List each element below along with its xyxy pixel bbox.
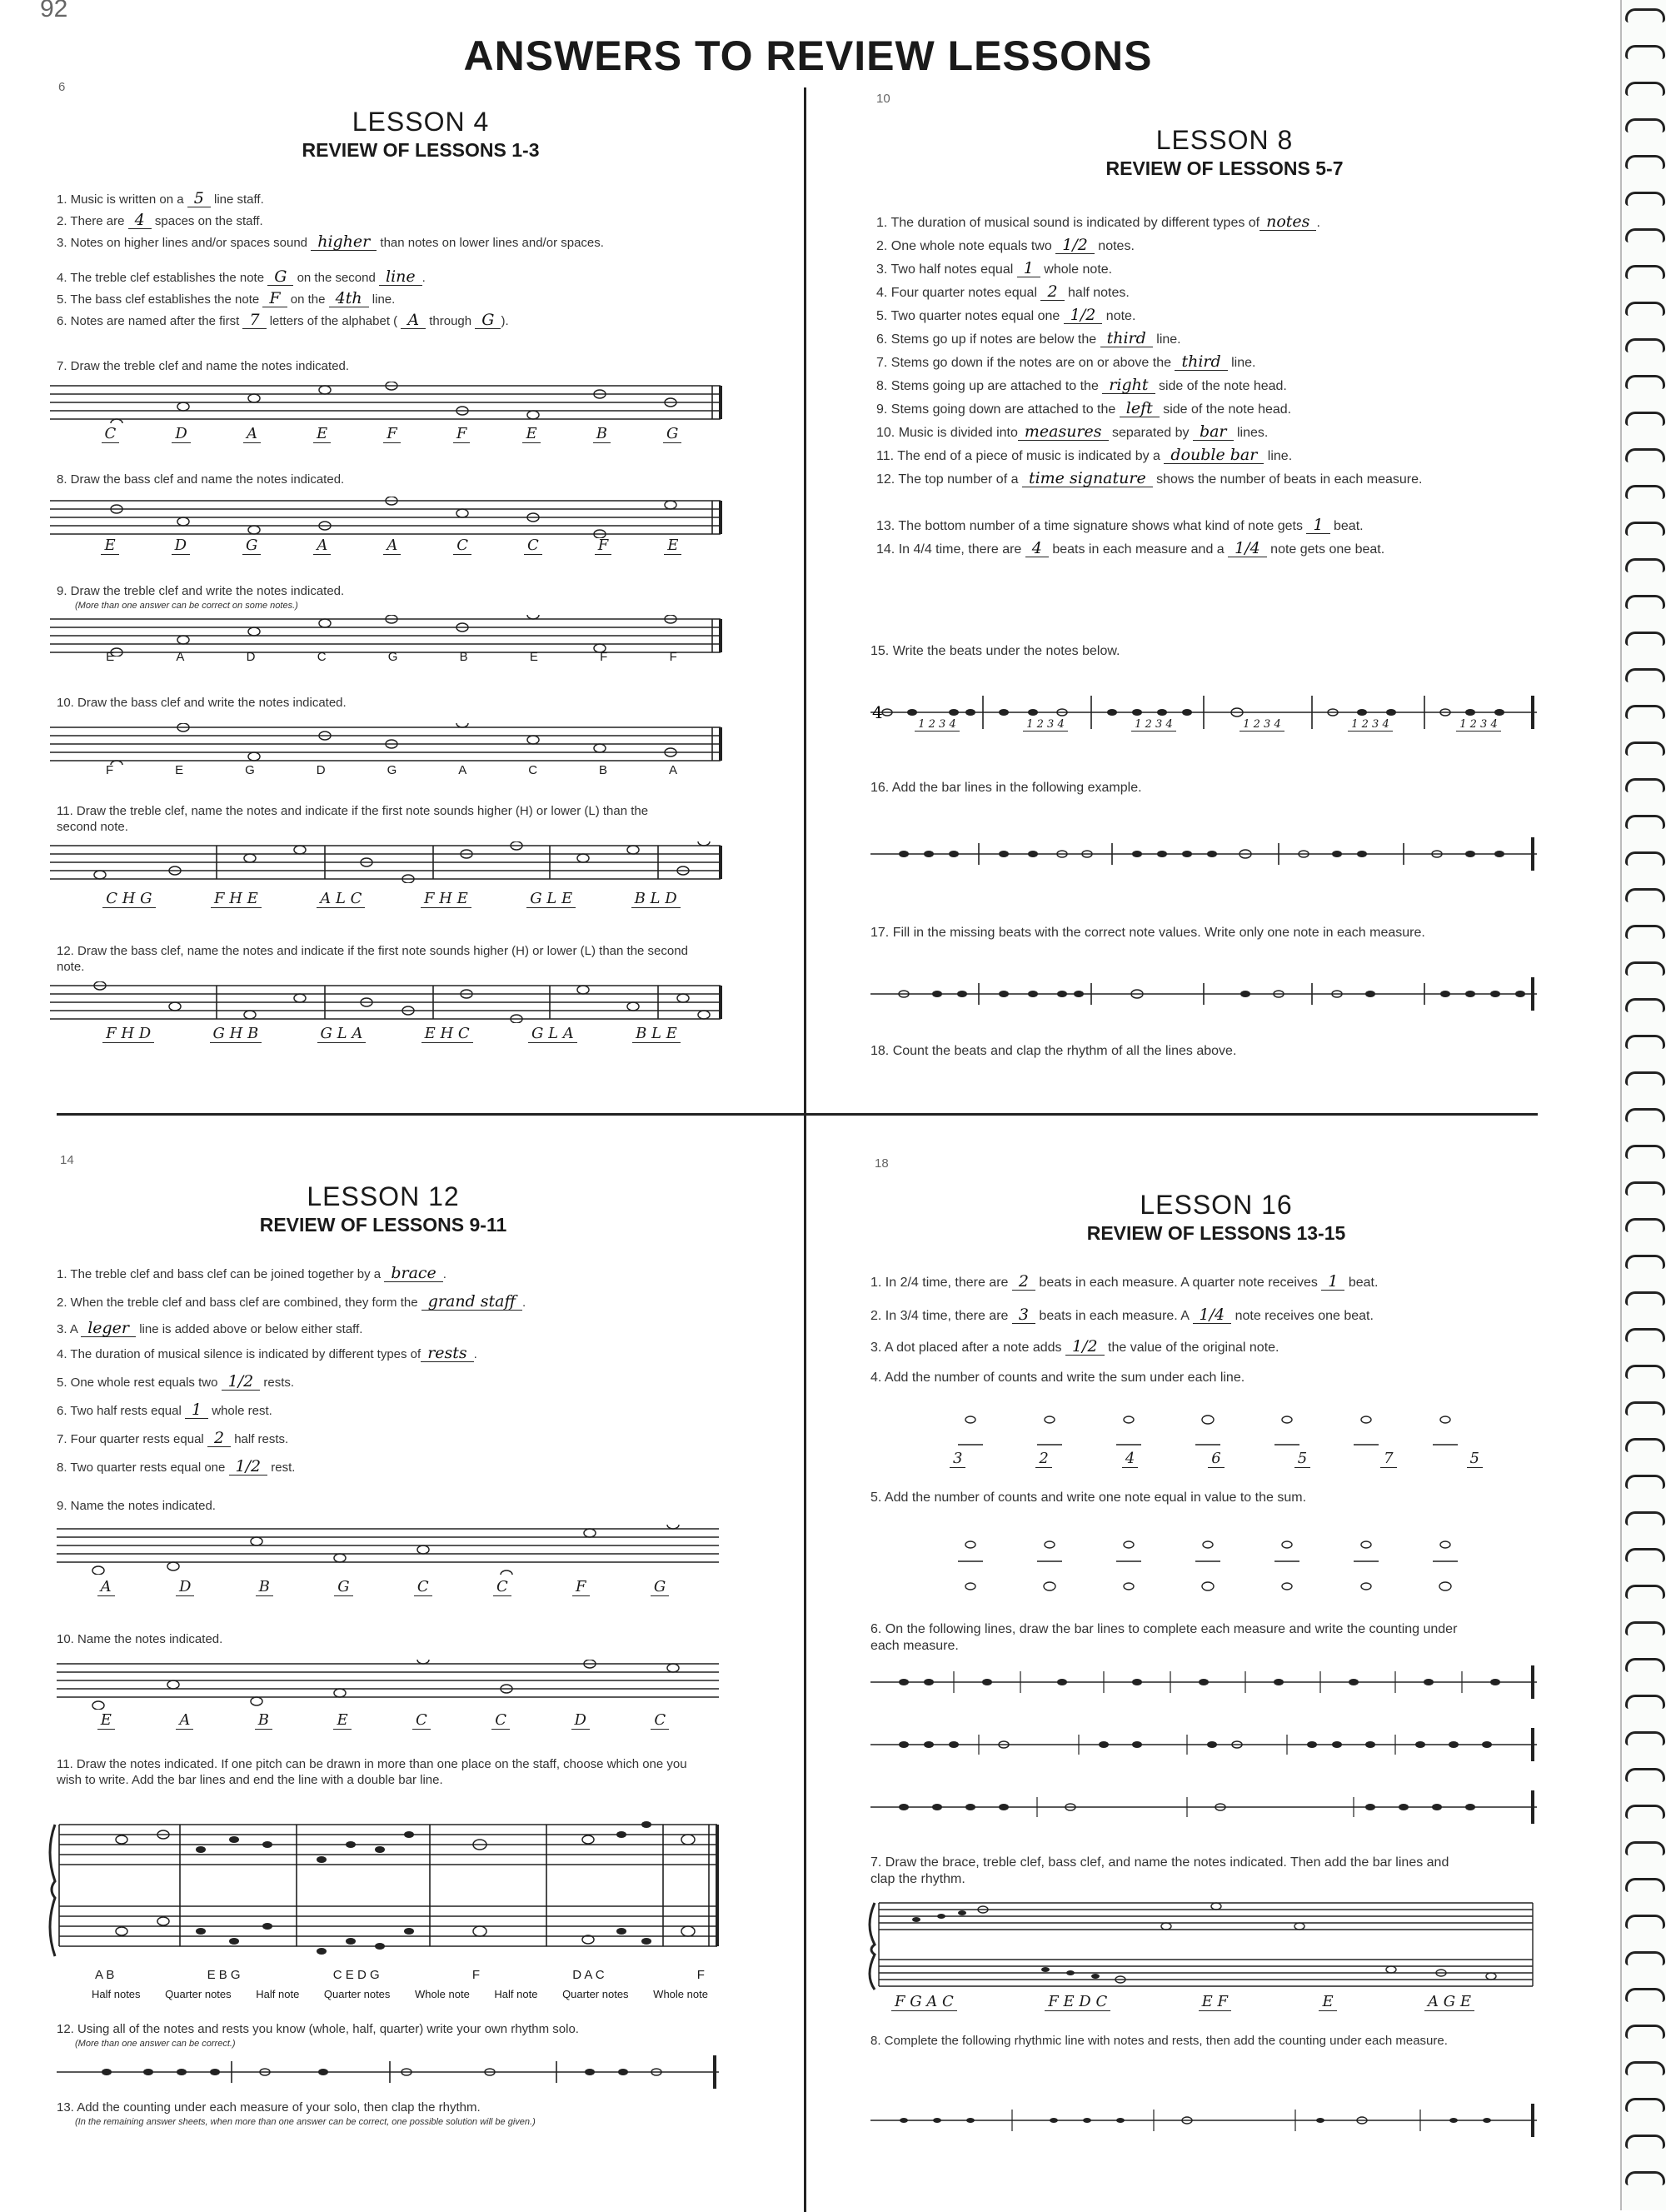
l12-q12-rhythm: [57, 2051, 723, 2093]
lesson4-subtitle: REVIEW OF LESSONS 1-3: [302, 139, 540, 161]
l4-q1: 1. Music is written on a 5 line staff.: [57, 189, 264, 207]
l12-item: 4. The duration of musical silence is indicated by different types of rests .: [57, 1344, 477, 1362]
l8-q16-text: 16. Add the bar lines in the following example.: [870, 781, 1142, 795]
spiral-coil: [1625, 2025, 1665, 2039]
spiral-coil: [1625, 1291, 1665, 1306]
l8-item: 13. The bottom number of a time signature shows what kind of note gets 1 beat.: [876, 516, 1364, 534]
horizontal-divider: [57, 1113, 1538, 1116]
l16-q8-text: 8. Complete the following rhythmic line with notes and rests, then add the counting under each measure.: [870, 2034, 1448, 2048]
l4-q2: 2. There are 4 spaces on the staff.: [57, 211, 263, 229]
spiral-coil: [1625, 815, 1665, 829]
l8-item: 14. In 4/4 time, there are 4 beats in each measure and a 1/4 note gets one beat.: [876, 539, 1385, 557]
spiral-coil: [1625, 1951, 1665, 1965]
spiral-coil: [1625, 228, 1665, 242]
l4-q10-text: 10. Draw the bass clef and write the notes indicated.: [57, 696, 347, 710]
l4-q5: 5. The bass clef establishes the note F on the 4th line.: [57, 289, 396, 307]
l12-item: 7. Four quarter rests equal 2 half rests.: [57, 1429, 289, 1447]
spiral-coil: [1625, 1071, 1665, 1086]
l8-q17-text: 17. Fill in the missing beats with the correct note values. Write only one note in each measure.: [870, 926, 1425, 940]
spiral-coil: [1625, 1988, 1665, 2002]
spiral-coil: [1625, 1548, 1665, 1562]
l4-q11-text: 11. Draw the treble clef, name the notes and indicate if the first note sounds higher (H) or lower (L) than the second note.: [57, 804, 649, 834]
spiral-coil: [1625, 998, 1665, 1012]
l8-item: 6. Stems go up if notes are below the third line.: [876, 329, 1181, 347]
spiral-coil: [1625, 1731, 1665, 1745]
vertical-divider: [804, 87, 806, 2212]
l16-q7-text: 7. Draw the brace, treble clef, bass clef, and name the notes indicated. Then add the bar lines and clap the rhythm.: [870, 1855, 1449, 1886]
l4-q11-staff: [50, 841, 725, 883]
l8-item: 4. Four quarter notes equal 2 half notes.: [876, 282, 1130, 301]
spiral-coil: [1625, 448, 1665, 462]
l12-q11-grand-staff: [47, 1815, 721, 1965]
l12-q9-notes: A D B G C C F G: [67, 1578, 700, 1596]
spiral-coil: [1625, 1035, 1665, 1049]
l8-item: 3. Two half notes equal 1 whole note.: [876, 259, 1113, 277]
l12-item: 8. Two quarter rests equal one 1/2 rest.: [57, 1457, 296, 1475]
spiral-coil: [1625, 741, 1665, 756]
l16-q5-text: 5. Add the number of counts and write one note equal in value to the sum.: [870, 1490, 1307, 1505]
spiral-coil: [1625, 8, 1665, 22]
l16-q4-text: 4. Add the number of counts and write the sum under each line.: [870, 1371, 1245, 1385]
l4-q9-notes: E A D C G B E F F: [106, 650, 677, 664]
spiral-coil: [1625, 1108, 1665, 1122]
lesson16-subtitle: REVIEW OF LESSONS 13-15: [1086, 1222, 1346, 1244]
l4-q8-text: 8. Draw the bass clef and name the notes indicated.: [57, 472, 345, 487]
l16-q7-notes: F G A C F E D C E F E A G E: [891, 1993, 1474, 2011]
lesson12-corner-number: 14: [60, 1153, 74, 1167]
spiral-coil: [1625, 2135, 1665, 2149]
lesson12-subtitle: REVIEW OF LESSONS 9-11: [259, 1214, 507, 1236]
l4-q7-text: 7. Draw the treble clef and name the notes indicated.: [57, 359, 350, 373]
page-number: 92: [40, 0, 68, 22]
spiral-coil: [1625, 595, 1665, 609]
spiral-coil: [1625, 1695, 1665, 1709]
l12-q13-text: 13. Add the counting under each measure of your solo, then clap the rhythm.: [57, 2100, 481, 2115]
l8-item: 9. Stems going down are attached to the left side of the note head.: [876, 399, 1292, 417]
l4-q12-staff: [50, 981, 725, 1023]
l4-q4: 4. The treble clef establishes the note G on the second line .: [57, 267, 426, 286]
lesson4-corner-number: 6: [58, 80, 66, 94]
spiral-coil: [1625, 192, 1665, 206]
l4-q9-text: 9. Draw the treble clef and write the notes indicated.: [57, 584, 345, 598]
spiral-coil: [1625, 1475, 1665, 1489]
l4-q2-answer: 4: [128, 212, 152, 229]
lesson16-header: [825, 1190, 1608, 1245]
spiral-coil: [1625, 851, 1665, 866]
spiral-coil: [1625, 1841, 1665, 1855]
spiral-coil: [1625, 302, 1665, 316]
spiral-coil: [1625, 961, 1665, 976]
spiral-coil: [1625, 1401, 1665, 1416]
spiral-coil: [1625, 265, 1665, 279]
spiral-coil: [1625, 412, 1665, 426]
l16-q6-rhythms: [870, 1661, 1537, 1836]
l8-item: 11. The end of a piece of music is indicated by a double bar line.: [876, 446, 1293, 464]
l12-q12-note: (More than one answer can be correct.): [75, 2039, 236, 2049]
spiral-coil: [1625, 2098, 1665, 2112]
l4-q10-notes: F E G D G A C B A: [105, 763, 677, 777]
l8-q15-rhythm: [870, 692, 1537, 741]
lesson16-corner-number: 18: [875, 1156, 889, 1171]
spiral-coil: [1625, 2061, 1665, 2075]
spiral-coil: [1625, 1585, 1665, 1599]
l12-item: 6. Two half rests equal 1 whole rest.: [57, 1401, 272, 1419]
l8-q15-text: 15. Write the beats under the notes below.: [870, 644, 1120, 658]
l16-q5-art: [958, 1511, 1474, 1603]
spiral-coil: [1625, 118, 1665, 132]
spiral-coil: [1625, 522, 1665, 536]
lesson8-title: LESSON 8: [1155, 125, 1294, 155]
l12-item: 3. A leger line is added above or below either staff.: [57, 1319, 363, 1337]
spiral-coil: [1625, 485, 1665, 499]
spiral-coil: [1625, 2171, 1665, 2185]
l12-q10-text: 10. Name the notes indicated.: [57, 1632, 223, 1646]
lesson12-header: [58, 1181, 708, 1236]
spiral-coil: [1625, 1511, 1665, 1525]
l4-q3-answer: higher: [311, 233, 377, 251]
l16-q2: 2. In 3/4 time, there are 3 beats in each measure. A 1/4 note receives one beat.: [870, 1306, 1374, 1324]
spiral-coil: [1625, 1218, 1665, 1232]
l16-q4-sums: 3 2 4 6 5 7 5: [950, 1450, 1483, 1468]
spiral-coil: [1625, 778, 1665, 792]
l16-q6-text: 6. On the following lines, draw the bar lines to complete each measure and write the counting under each measure.: [870, 1622, 1458, 1653]
l8-item: 2. One whole note equals two 1/2 notes.: [876, 236, 1135, 254]
spiral-coil: [1625, 1768, 1665, 1782]
spiral-coil: [1625, 888, 1665, 902]
lesson8-header: [833, 125, 1616, 180]
l12-q10-notes: E A B E C C D C: [67, 1711, 700, 1730]
l8-q16-rhythm: [870, 833, 1537, 875]
l4-q6: 6. Notes are named after the first 7 letters of the alphabet ( A through G ).: [57, 311, 509, 329]
l4-q10-staff: [50, 723, 725, 765]
l12-item: 1. The treble clef and bass clef can be joined together by a brace .: [57, 1264, 446, 1282]
spiral-coil: [1625, 668, 1665, 682]
spiral-coil: [1625, 1805, 1665, 1819]
lesson4-title: LESSON 4: [352, 107, 490, 137]
spiral-coil: [1625, 155, 1665, 169]
spiral-coil: [1625, 338, 1665, 352]
l12-q12-text: 12. Using all of the notes and rests you know (whole, half, quarter) write your own rhythm solo.: [57, 2022, 579, 2036]
spiral-coil: [1625, 82, 1665, 96]
spiral-coil: [1625, 1878, 1665, 1892]
l12-item: 5. One whole rest equals two 1/2 rests.: [57, 1372, 295, 1391]
lesson12-title: LESSON 12: [307, 1181, 460, 1211]
spiral-coil: [1625, 1181, 1665, 1196]
l12-q13-note: (In the remaining answer sheets, when more than one answer can be correct, one possible solution will be given.): [75, 2117, 536, 2127]
l4-q8-notes: E D G A A C C F E: [75, 537, 708, 555]
l4-q12-answers: F H D G H B G L A E H C G L A B L E: [75, 1025, 708, 1043]
l16-q1: 1. In 2/4 time, there are 2 beats in each measure. A quarter note receives 1 beat.: [870, 1272, 1379, 1291]
l16-q7-grand-staff: [866, 1896, 1541, 1996]
l8-item: 12. The top number of a time signature shows the number of beats in each measure.: [876, 469, 1423, 487]
svg-text:4: 4: [872, 702, 883, 722]
l4-q8-staff: [50, 497, 725, 538]
spiral-coil: [1625, 1658, 1665, 1672]
l16-q8-rhythm: [870, 2100, 1537, 2141]
spiral-coil: [1625, 45, 1665, 59]
l4-q9-note: (More than one answer can be correct on some notes.): [75, 601, 298, 611]
spiral-coil: [1625, 925, 1665, 939]
l12-q11-labels: A B E B G C E D G F D A C F: [95, 1968, 705, 1982]
l16-q3: 3. A dot placed after a note adds 1/2 the value of the original note.: [870, 1337, 1279, 1356]
l8-item: 7. Stems go down if the notes are on or above the third line.: [876, 352, 1256, 371]
lesson16-title: LESSON 16: [1140, 1190, 1293, 1220]
spiral-coil: [1625, 1915, 1665, 1929]
spiral-binding: [1620, 0, 1666, 2210]
l12-q9-staff: [57, 1525, 723, 1575]
l8-q15-counts: 1 2 3 4 1 2 3 4 1 2 3 4 1 2 3 4 1 2 3 4 1 2 3 4: [883, 718, 1533, 732]
l4-q7-notes: C D A E F F E B G: [75, 425, 708, 443]
l8-q17-rhythm: [870, 973, 1537, 1015]
l12-q11-text: 11. Draw the notes indicated. If one pitch can be drawn in more than one place on the staff, choose which one you wish to write. Add the bar lines and end the line with a double bar line.: [57, 1757, 687, 1787]
spiral-coil: [1625, 375, 1665, 389]
l8-item: 10. Music is divided into measures separated by bar lines.: [876, 422, 1269, 441]
l8-item: 5. Two quarter notes equal one 1/2 note.: [876, 306, 1136, 324]
page-title: ANSWERS TO REVIEW LESSONS: [463, 32, 1153, 79]
l12-q11-sublabels: Half notes Quarter notes Half note Quarter notes Whole note Half note Quarter notes Whole note: [92, 1988, 708, 2000]
l12-item: 2. When the treble clef and bass clef are combined, they form the grand staff .: [57, 1292, 526, 1311]
spiral-coil: [1625, 705, 1665, 719]
spiral-coil: [1625, 1145, 1665, 1159]
lesson8-subtitle: REVIEW OF LESSONS 5-7: [1105, 157, 1344, 179]
l4-q11-answers: C H G F H E A L C F H E G L E B L D: [75, 890, 708, 908]
spiral-coil: [1625, 1438, 1665, 1452]
l12-q10-staff: [57, 1660, 723, 1710]
spiral-coil: [1625, 1255, 1665, 1269]
l8-item: 1. The duration of musical sound is indicated by different types of notes .: [876, 212, 1320, 231]
spiral-coil: [1625, 1328, 1665, 1342]
lesson4-header: [58, 107, 783, 162]
l4-q1-answer: 5: [187, 190, 211, 207]
l8-q18-text: 18. Count the beats and clap the rhythm of all the lines above.: [870, 1044, 1237, 1058]
l4-q12-text: 12. Draw the bass clef, name the notes and indicate if the first note sounds higher (H) or lower (L) than the second note.: [57, 944, 688, 974]
lesson8-corner-number: 10: [876, 92, 890, 106]
l12-q9-text: 9. Name the notes indicated.: [57, 1499, 216, 1513]
spiral-coil: [1625, 1621, 1665, 1635]
spiral-coil: [1625, 558, 1665, 572]
l8-item: 8. Stems going up are attached to the right side of the note head.: [876, 376, 1287, 394]
spiral-coil: [1625, 1365, 1665, 1379]
spiral-coil: [1625, 632, 1665, 646]
l4-q3: 3. Notes on higher lines and/or spaces sound higher than notes on lower lines and/or spaces.: [57, 232, 604, 251]
l4-q7-staff: [50, 382, 725, 423]
